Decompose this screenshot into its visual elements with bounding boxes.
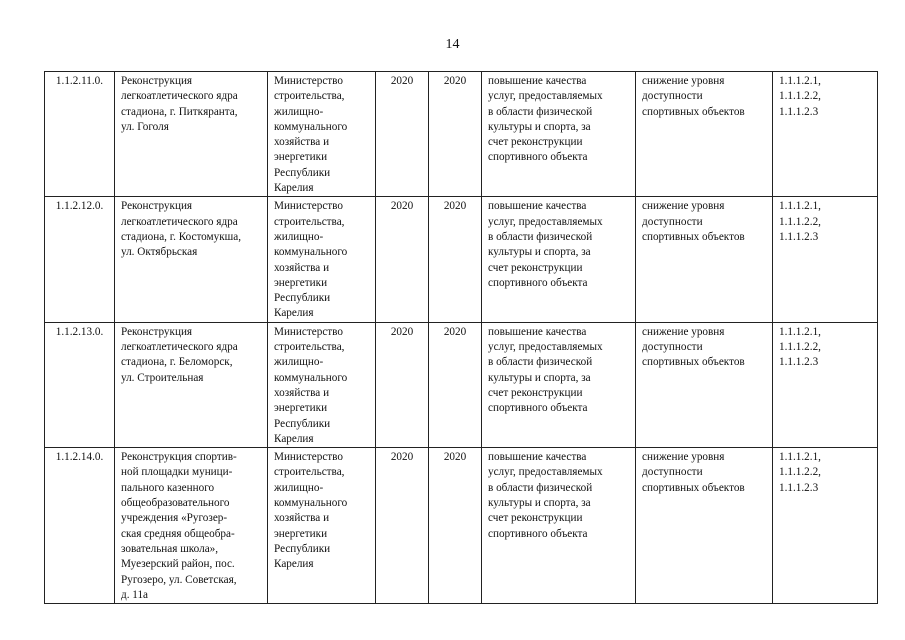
expected-result: повышение качества услуг, предоставляемых в области физической культуры и спорта, за счет реконструкции спортивного объекта	[482, 197, 636, 322]
measure-executor: Министерство строительства, жилищно- коммунального хозяйства и энергетики Республики Карелия	[268, 197, 376, 322]
non-implementation-impact: снижение уровня доступности спортивных объектов	[636, 322, 773, 447]
indicator-links: 1.1.1.2.1, 1.1.1.2.2, 1.1.1.2.3	[773, 197, 878, 322]
non-implementation-impact: снижение уровня доступности спортивных объектов	[636, 448, 773, 604]
expected-result: повышение качества услуг, предоставляемых в области физической культуры и спорта, за счет реконструкции спортивного объекта	[482, 448, 636, 604]
start-year: 2020	[376, 197, 429, 322]
measures-table	[44, 71, 878, 604]
end-year: 2020	[429, 197, 482, 322]
start-year: 2020	[376, 322, 429, 447]
measure-code: 1.1.2.13.0.	[45, 322, 115, 447]
non-implementation-impact: снижение уровня доступности спортивных объектов	[636, 197, 773, 322]
measure-code: 1.1.2.14.0.	[45, 448, 115, 604]
start-year: 2020	[376, 448, 429, 604]
measure-name: Реконструкция легкоатлетического ядра стадиона, г. Костомукша, ул. Октябрьская	[115, 197, 268, 322]
indicator-links: 1.1.1.2.1, 1.1.1.2.2, 1.1.1.2.3	[773, 72, 878, 197]
indicator-links: 1.1.1.2.1, 1.1.1.2.2, 1.1.1.2.3	[773, 322, 878, 447]
measure-executor: Министерство строительства, жилищно- коммунального хозяйства и энергетики Республики Карелия	[268, 72, 376, 197]
end-year: 2020	[429, 322, 482, 447]
indicator-links: 1.1.1.2.1, 1.1.1.2.2, 1.1.1.2.3	[773, 448, 878, 604]
measure-name: Реконструкция легкоатлетического ядра стадиона, г. Беломорск, ул. Строительная	[115, 322, 268, 447]
end-year: 2020	[429, 72, 482, 197]
measure-name: Реконструкция легкоатлетического ядра стадиона, г. Питкяранта, ул. Гоголя	[115, 72, 268, 197]
expected-result: повышение качества услуг, предоставляемых в области физической культуры и спорта, за счет реконструкции спортивного объекта	[482, 72, 636, 197]
table-row	[45, 197, 878, 322]
measure-executor: Министерство строительства, жилищно- коммунального хозяйства и энергетики Республики Карелия	[268, 448, 376, 604]
measure-code: 1.1.2.12.0.	[45, 197, 115, 322]
measure-code: 1.1.2.11.0.	[45, 72, 115, 197]
table-row	[45, 448, 878, 604]
table-row	[45, 72, 878, 197]
start-year: 2020	[376, 72, 429, 197]
end-year: 2020	[429, 448, 482, 604]
non-implementation-impact: снижение уровня доступности спортивных объектов	[636, 72, 773, 197]
page-number: 14	[445, 37, 460, 52]
table-row	[45, 322, 878, 447]
measure-executor: Министерство строительства, жилищно- коммунального хозяйства и энергетики Республики Карелия	[268, 322, 376, 447]
expected-result: повышение качества услуг, предоставляемых в области физической культуры и спорта, за счет реконструкции спортивного объекта	[482, 322, 636, 447]
measure-name: Реконструкция спортив- ной площадки муници- пального казенного общеобразовательного учреждения «Ругозер- ская средняя общеобра- зовательная школа», Муезерский район, пос. Ругозеро, ул. Советская, д. 11а	[115, 448, 268, 604]
